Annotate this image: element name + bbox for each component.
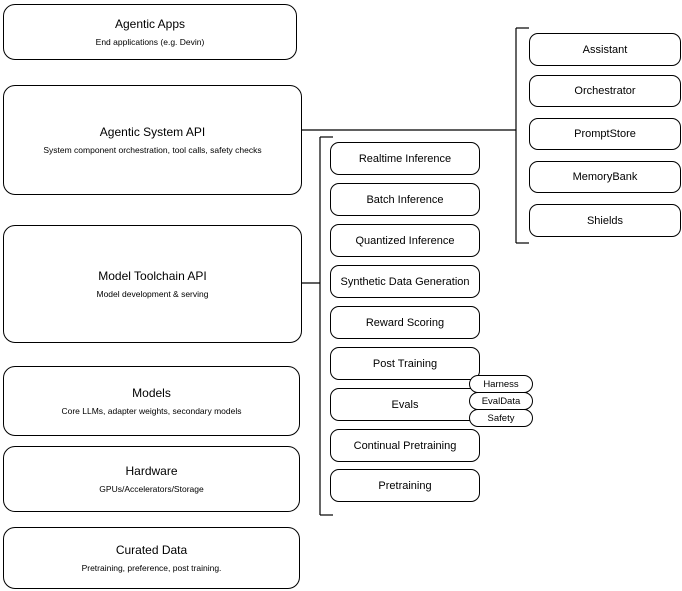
toolchain-component-quantized-inference[interactable] xyxy=(330,224,480,257)
stack-layer-agentic-system-api[interactable] xyxy=(3,85,302,195)
stack-layer-title: Agentic Apps xyxy=(114,16,186,31)
stack-layer-hardware[interactable] xyxy=(3,446,300,512)
eval-subcomponent-safety[interactable] xyxy=(469,409,533,427)
eval-subcomponent-label: EvalData xyxy=(481,395,521,407)
stack-layer-curated-data[interactable] xyxy=(3,527,300,589)
agentic-component-label: PromptStore xyxy=(574,128,636,140)
toolchain-component-continual-pretraining[interactable] xyxy=(330,429,480,462)
agentic-component-label: Shields xyxy=(586,214,624,227)
toolchain-component-post-training[interactable] xyxy=(330,347,480,380)
toolchain-component-label: Synthetic Data Generation xyxy=(340,275,470,288)
stack-layer-subtitle: Model development & serving xyxy=(96,288,209,299)
stack-layer-subtitle: Core LLMs, adapter weights, secondary models xyxy=(61,405,242,416)
stack-layer-title: Models xyxy=(132,385,171,400)
stack-layer-agentic-apps[interactable] xyxy=(3,4,297,60)
toolchain-component-label: Realtime Inference xyxy=(358,152,452,165)
stack-layer-subtitle: Pretraining, preference, post training. xyxy=(81,562,222,573)
toolchain-component-pretraining[interactable] xyxy=(330,469,480,502)
agentic-component-shields[interactable] xyxy=(529,204,681,237)
toolchain-component-label: Evals xyxy=(391,398,419,411)
toolchain-component-batch-inference[interactable] xyxy=(330,183,480,216)
eval-subcomponent-harness[interactable] xyxy=(469,375,533,393)
stack-layer-subtitle: System component orchestration, tool calls, safety checks xyxy=(43,144,262,155)
toolchain-component-label: Batch Inference xyxy=(366,193,444,206)
toolchain-component-realtime-inference[interactable] xyxy=(330,142,480,175)
eval-subcomponent-label: Harness xyxy=(483,378,519,390)
toolchain-component-label: Quantized Inference xyxy=(355,234,455,247)
toolchain-component-evals[interactable] xyxy=(330,388,480,421)
agentic-component-assistant[interactable] xyxy=(529,33,681,66)
toolchain-component-label: Continual Pretraining xyxy=(353,439,457,452)
toolchain-component-reward-scoring[interactable] xyxy=(330,306,480,339)
eval-subcomponent-evaldata[interactable] xyxy=(469,392,533,410)
toolchain-component-label: Reward Scoring xyxy=(365,316,445,329)
toolchain-component-synthetic-data-generation[interactable] xyxy=(330,265,480,298)
stack-layer-subtitle: GPUs/Accelerators/Storage xyxy=(99,483,204,494)
toolchain-component-label: Post Training xyxy=(372,357,438,370)
agentic-component-promptstore[interactable] xyxy=(529,118,681,150)
stack-layer-title: Hardware xyxy=(125,463,178,478)
agentic-component-label: MemoryBank xyxy=(572,171,638,183)
stack-layer-title: Curated Data xyxy=(115,542,188,557)
eval-subcomponent-label: Safety xyxy=(487,412,515,424)
stack-layer-model-toolchain-api[interactable] xyxy=(3,225,302,343)
agentic-component-label: Orchestrator xyxy=(574,85,636,97)
stack-layer-title: Model Toolchain API xyxy=(98,268,207,283)
stack-layer-subtitle: End applications (e.g. Devin) xyxy=(95,36,205,47)
stack-layer-models[interactable] xyxy=(3,366,300,436)
agentic-component-orchestrator[interactable] xyxy=(529,75,681,107)
agentic-component-memorybank[interactable] xyxy=(529,161,681,193)
agentic-component-label: Assistant xyxy=(582,43,628,56)
toolchain-component-label: Pretraining xyxy=(378,479,432,492)
stack-layer-title: Agentic System API xyxy=(99,124,206,139)
